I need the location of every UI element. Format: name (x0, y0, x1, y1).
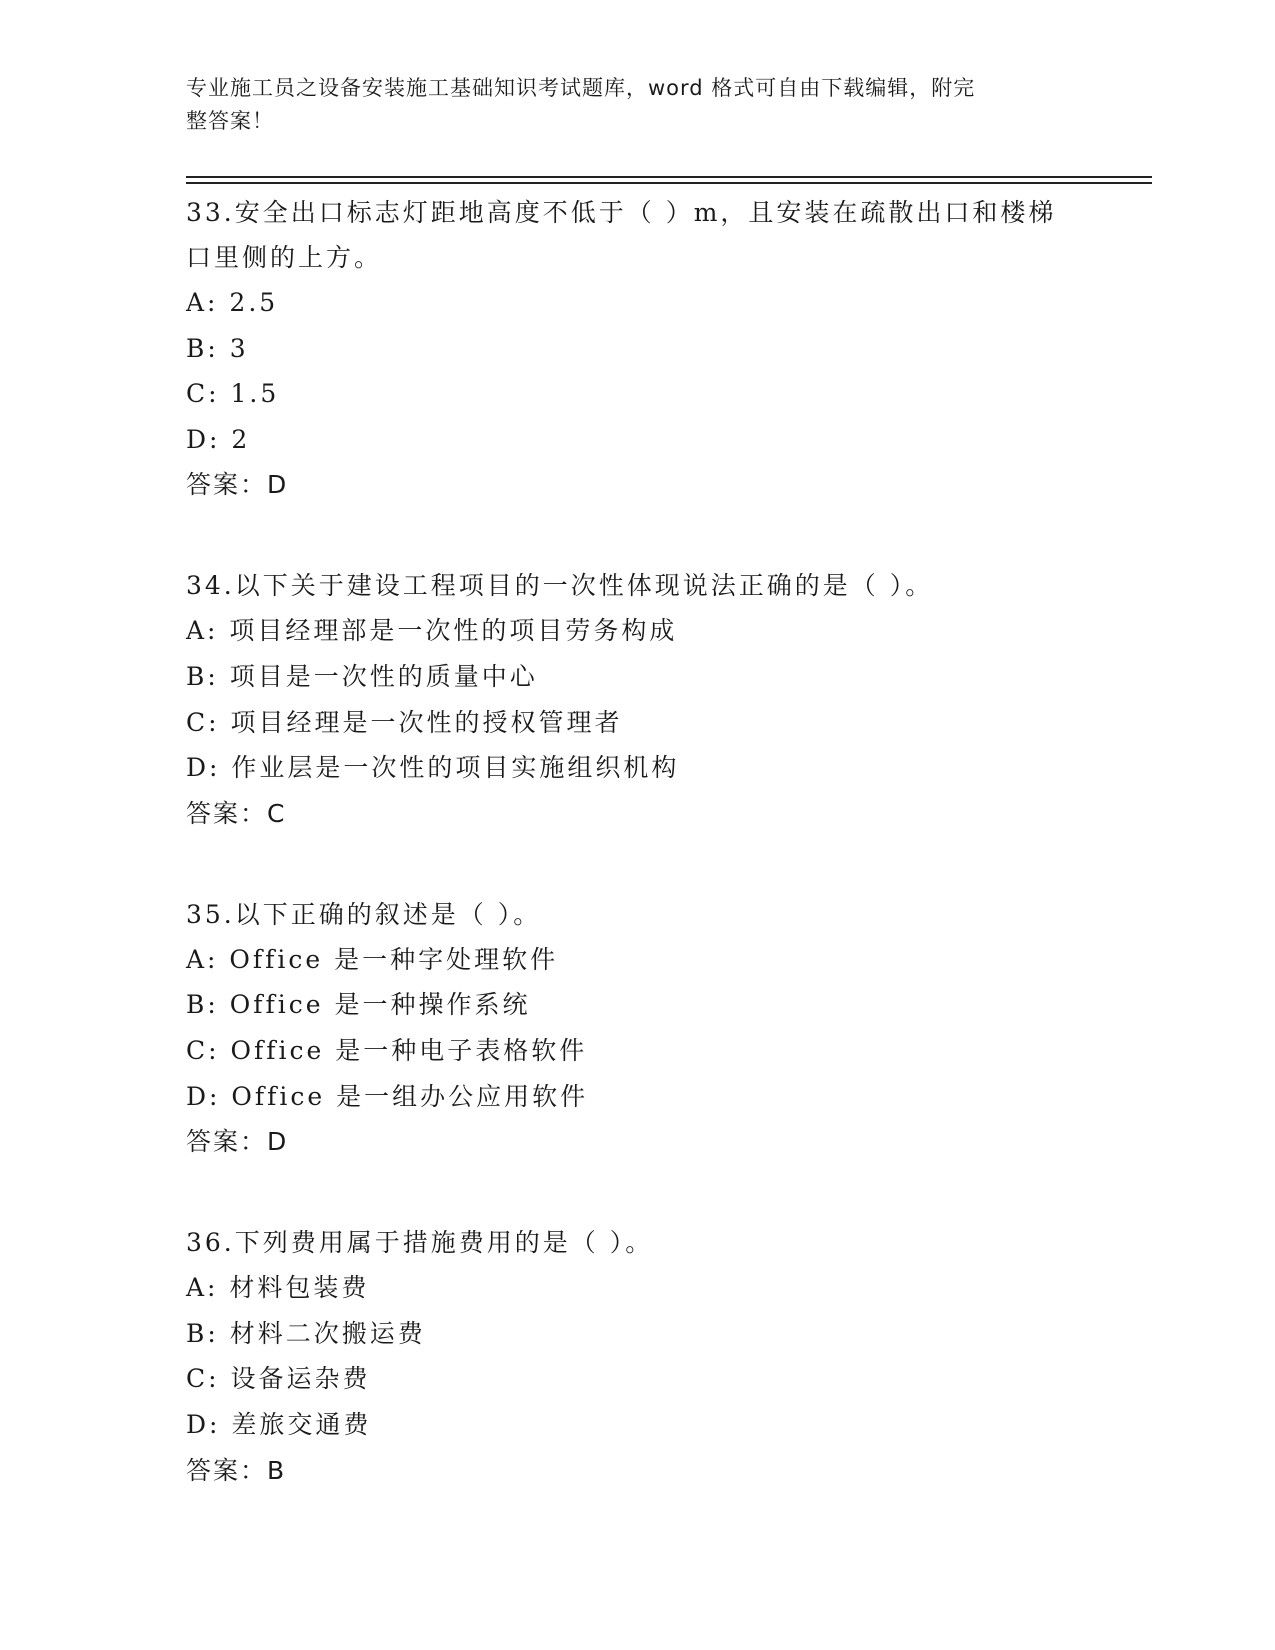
question-34 (186, 563, 1086, 835)
question-stem: 33.安全出口标志灯距地高度不低于（ ）m，且安装在疏散出口和楼梯 (186, 198, 1057, 227)
answer: 答案：D (186, 1127, 289, 1157)
answer: 答案：B (186, 1455, 287, 1485)
option-a: A: 2.5 (186, 288, 279, 317)
option-c: C: 1.5 (186, 379, 280, 409)
question-33 (186, 190, 1086, 507)
option-c: C: 项目经理是一次性的授权管理者 (186, 707, 623, 737)
question-36 (186, 1220, 1086, 1492)
option-d: D: 差旅交通费 (186, 1409, 372, 1439)
question-list (186, 190, 1086, 1549)
header-divider-top (186, 176, 1152, 178)
option-c: C: Office 是一种电子表格软件 (186, 1035, 588, 1065)
header-line-1: 专业施工员之设备安装施工基础知识考试题库，word 格式可自由下载编辑，附完 (186, 76, 976, 100)
question-stem: 35.以下正确的叙述是（ ）。 (186, 899, 542, 929)
answer: 答案：C (186, 798, 287, 828)
option-a: A: 材料包装费 (186, 1273, 370, 1303)
header-line-2: 整答案！ (186, 109, 274, 133)
option-d: D: 作业层是一次性的项目实施组织机构 (186, 753, 680, 783)
option-d: D: Office 是一组办公应用软件 (186, 1081, 589, 1111)
question-stem: 36.下列费用属于措施费用的是（ ）。 (186, 1228, 654, 1258)
option-a: A: Office 是一种字处理软件 (186, 944, 559, 974)
question-35 (186, 892, 1086, 1164)
answer: 答案：D (186, 470, 289, 500)
option-c: C: 设备运杂费 (186, 1364, 371, 1394)
option-b: B: 3 (186, 333, 249, 363)
option-b: B: Office 是一种操作系统 (186, 990, 531, 1020)
option-d: D: 2 (186, 424, 251, 454)
option-a: A: 项目经理部是一次性的项目劳务构成 (186, 616, 678, 646)
question-stem: 34.以下关于建设工程项目的一次性体现说法正确的是（ ）。 (186, 571, 934, 601)
option-b: B: 材料二次搬运费 (186, 1318, 426, 1348)
option-b: B: 项目是一次性的质量中心 (186, 661, 538, 691)
question-stem-continued: 口里侧的上方。 (186, 243, 383, 272)
document-header (186, 72, 1076, 138)
header-divider-bottom (186, 182, 1152, 184)
